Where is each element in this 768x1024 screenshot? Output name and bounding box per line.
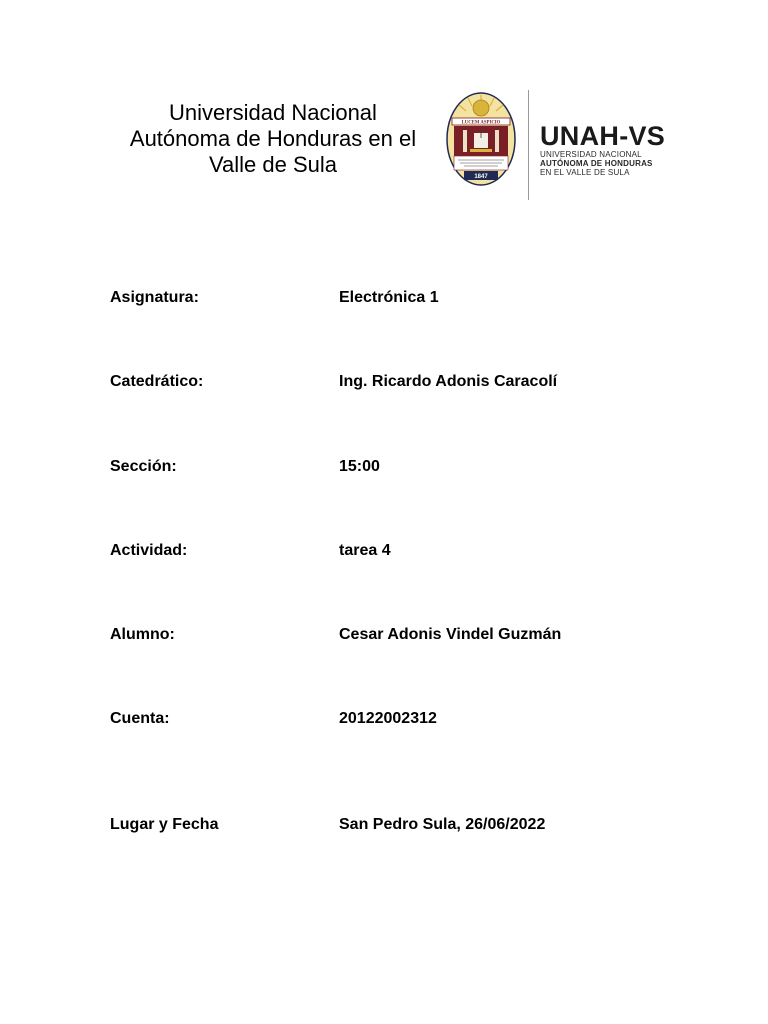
info-row-asignatura <box>110 287 670 309</box>
info-label: Sección: <box>110 458 177 475</box>
info-label: Alumno: <box>110 626 175 643</box>
info-label: Asignatura: <box>110 289 199 306</box>
university-seal-icon <box>446 92 516 186</box>
info-value: 20122002312 <box>339 710 437 727</box>
brand-line-1: UNIVERSIDAD NACIONAL <box>540 150 642 159</box>
seal-year: 1847 <box>474 174 488 180</box>
info-label: Lugar y Fecha <box>110 816 219 833</box>
info-value: Cesar Adonis Vindel Guzmán <box>339 626 562 643</box>
info-row-lugar-fecha <box>110 814 670 836</box>
info-value: San Pedro Sula, 26/06/2022 <box>339 816 546 833</box>
info-label: Cuenta: <box>110 710 170 727</box>
info-row-actividad <box>110 540 670 562</box>
brand-line-3: EN EL VALLE DE SULA <box>540 168 630 177</box>
info-value: 15:00 <box>339 458 380 475</box>
title-line-3: Valle de Sula <box>208 152 337 177</box>
document-title <box>104 100 442 178</box>
info-value: Electrónica 1 <box>339 289 439 306</box>
brand-name: UNAH-VS <box>540 121 666 151</box>
info-value: Ing. Ricardo Adonis Caracolí <box>339 373 558 390</box>
info-row-catedratico <box>110 371 670 393</box>
info-row-seccion <box>110 456 670 478</box>
info-value: tarea 4 <box>339 542 391 559</box>
title-line-1: Universidad Nacional <box>169 100 377 125</box>
title-line-2: Autónoma de Honduras en el <box>129 126 417 151</box>
seal-motto: LUCEM ASPICIO <box>461 120 501 126</box>
brand-line-2: AUTÓNOMA DE HONDURAS <box>540 159 653 168</box>
logo-divider <box>528 90 529 200</box>
info-row-alumno <box>110 624 670 646</box>
info-row-cuenta <box>110 708 670 730</box>
unah-vs-logo <box>540 122 690 177</box>
info-label: Catedrático: <box>110 373 204 390</box>
info-label: Actividad: <box>110 542 188 559</box>
